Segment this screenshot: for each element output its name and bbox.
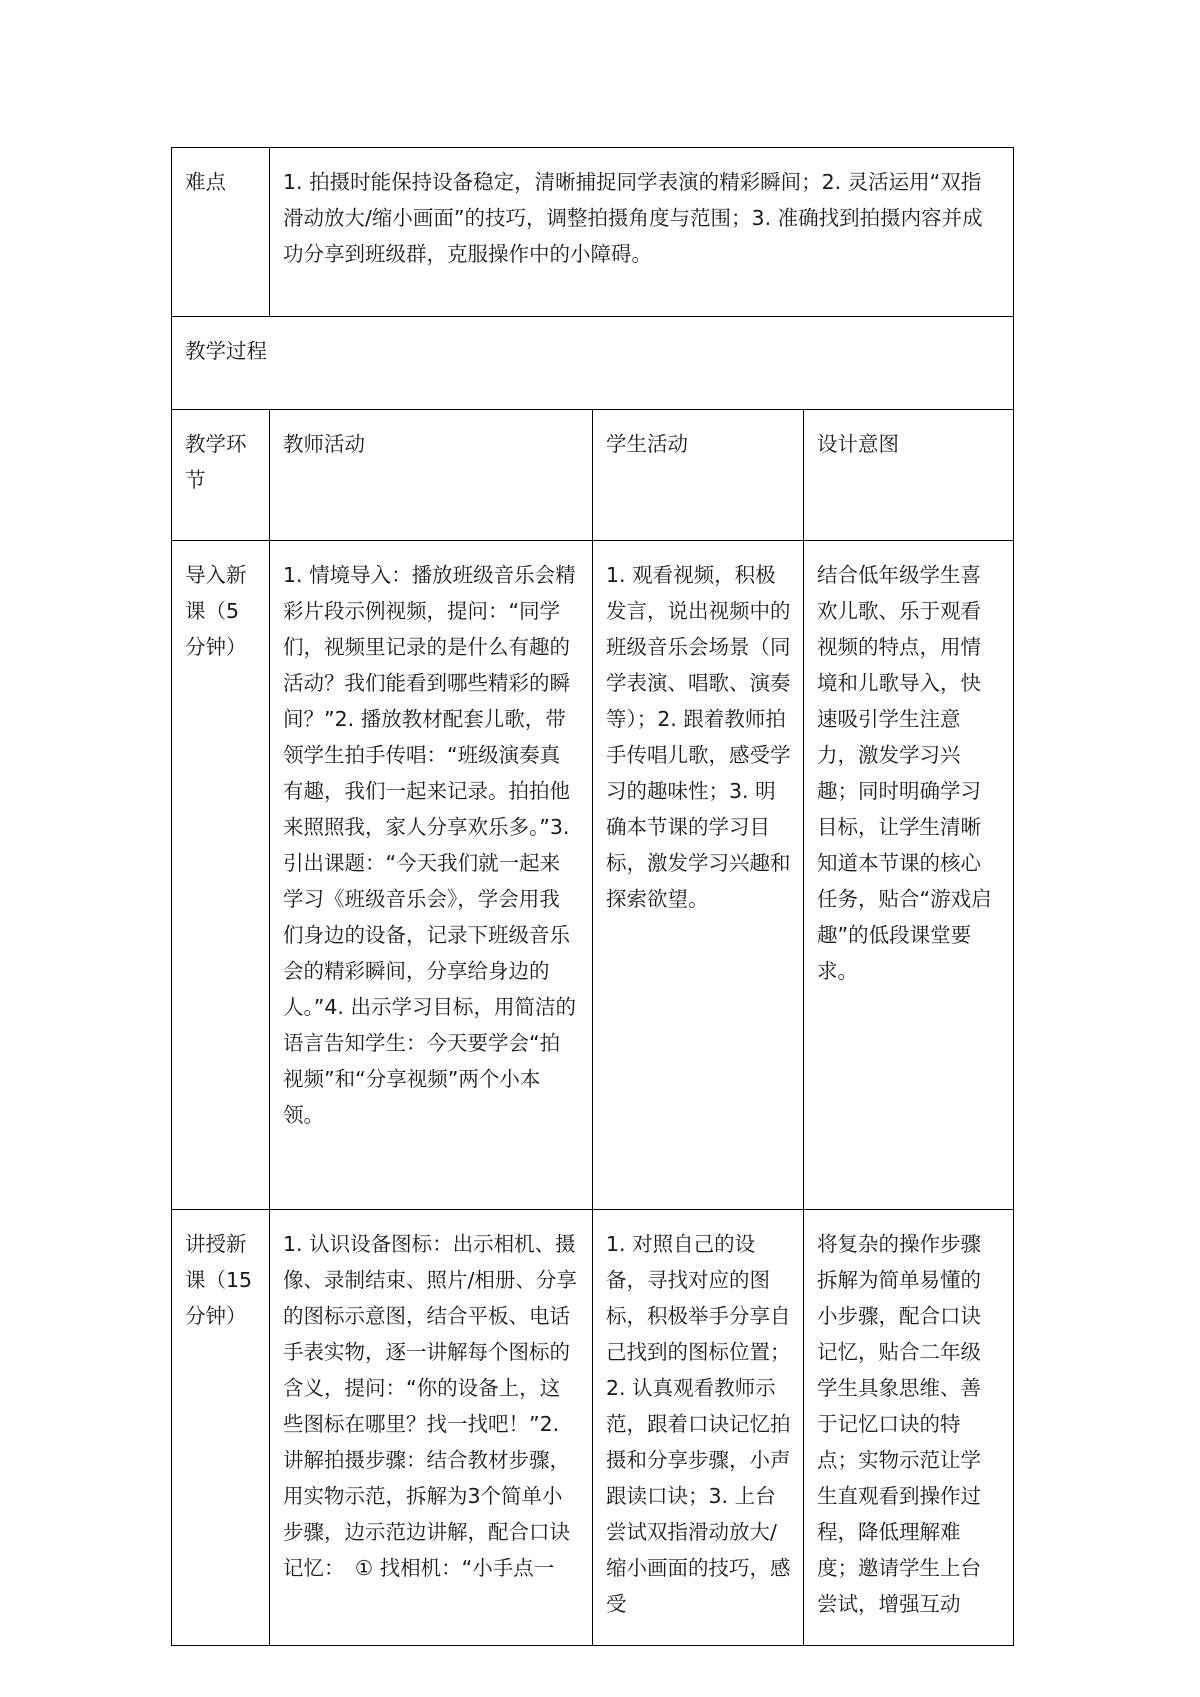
row-stage-cell: 讲授新课（15分钟） <box>172 1210 270 1646</box>
table-row <box>172 541 1014 1210</box>
difficulty-label: 难点 <box>172 148 270 317</box>
row-intent-cell: 结合低年级学生喜欢儿歌、乐于观看视频的特点，用情境和儿歌导入，快速吸引学生注意力，激发学习兴趣；同时明确学习目标，让学生清晰知道本节课的核心任务，贴合“游戏启趣”的低段课堂要求。 <box>804 541 1014 1210</box>
header-intent: 设计意图 <box>804 410 1014 541</box>
table-row <box>172 1210 1014 1646</box>
row-student-cell: 1. 对照自己的设备，寻找对应的图标，积极举手分享自己找到的图标位置；2. 认真观看教师示范，跟着口诀记忆拍摄和分享步骤，小声跟读口诀；3. 上台尝试双指滑动放大/缩小画面的技巧，感受 <box>593 1210 804 1646</box>
row-teacher-cell: 1. 认识设备图标：出示相机、摄像、录制结束、照片/相册、分享的图标示意图，结合平板、电话手表实物，逐一讲解每个图标的含义，提问：“你的设备上，这些图标在哪里？找一找吧！”2. 讲解拍摄步骤：结合教材步骤，用实物示范，拆解为3个简单小步骤，边示范边讲解，配合口诀记忆： ① 找相机：“小手点一 <box>270 1210 593 1646</box>
lesson-plan-table <box>171 147 1014 1646</box>
difficulty-row <box>172 148 1014 317</box>
process-title: 教学过程 <box>172 317 1014 410</box>
row-intent-cell: 将复杂的操作步骤拆解为简单易懂的小步骤，配合口诀记忆，贴合二年级学生具象思维、善于记忆口诀的特点；实物示范让学生直观看到操作过程，降低理解难度；邀请学生上台尝试，增强互动 <box>804 1210 1014 1646</box>
process-title-row <box>172 317 1014 410</box>
header-teacher: 教师活动 <box>270 410 593 541</box>
row-teacher-cell: 1. 情境导入：播放班级音乐会精彩片段示例视频，提问：“同学们，视频里记录的是什么有趣的活动？我们能看到哪些精彩的瞬间？”2. 播放教材配套儿歌，带领学生拍手传唱：“班级演奏真有趣，我们一起来记录。拍拍他来照照我，家人分享欢乐多。”3. 引出课题：“今天我们就一起来学习《班级音乐会》，学会用我们身边的设备，记录下班级音乐会的精彩瞬间，分享给身边的人。”4. 出示学习目标，用简洁的语言告知学生：今天要学会“拍视频”和“分享视频”两个小本领。 <box>270 541 593 1210</box>
difficulty-content: 1. 拍摄时能保持设备稳定，清晰捕捉同学表演的精彩瞬间；2. 灵活运用“双指滑动放大/缩小画面”的技巧，调整拍摄角度与范围；3. 准确找到拍摄内容并成功分享到班级群，克服操作中的小障碍。 <box>270 148 1014 317</box>
row-stage-cell: 导入新课（5分钟） <box>172 541 270 1210</box>
header-student: 学生活动 <box>593 410 804 541</box>
header-stage: 教学环节 <box>172 410 270 541</box>
column-header-row <box>172 410 1014 541</box>
row-student-cell: 1. 观看视频，积极发言，说出视频中的班级音乐会场景（同学表演、唱歌、演奏等）；2. 跟着教师拍手传唱儿歌，感受学习的趣味性；3. 明确本节课的学习目标，激发学习兴趣和探索欲望。 <box>593 541 804 1210</box>
